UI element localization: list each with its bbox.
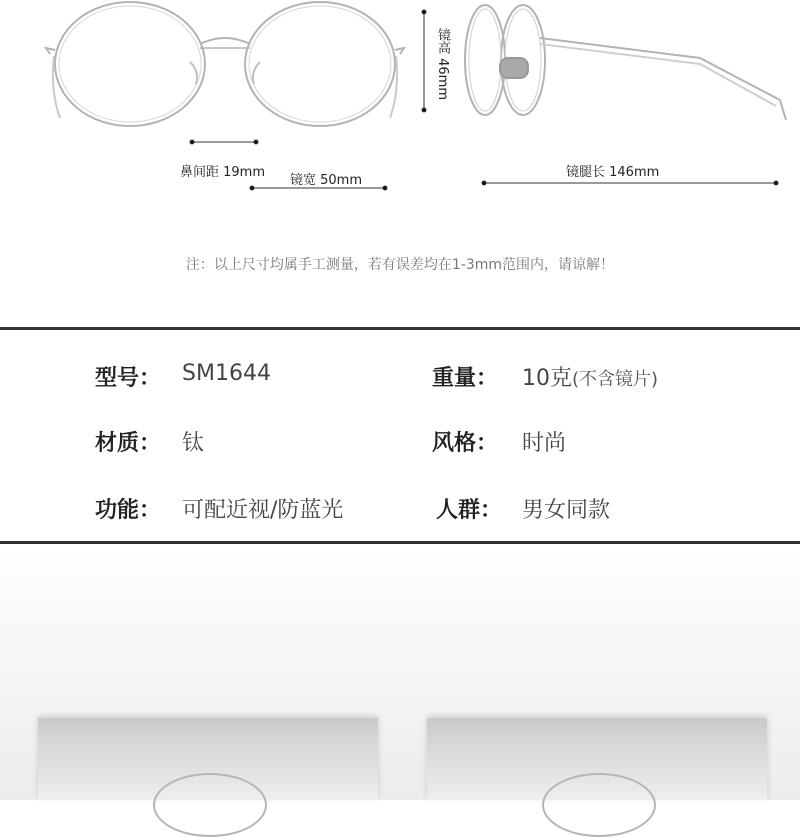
model-label: 型号： <box>95 366 162 391</box>
dimension-lines <box>190 10 778 190</box>
audience-value: 男女同款 <box>522 498 611 523</box>
audience-label: 人群： <box>436 498 503 523</box>
weight-label: 重量： <box>432 366 499 391</box>
style-label: 风格： <box>432 431 499 456</box>
lens-width-label: 镜宽 50mm <box>290 173 363 188</box>
model-value: SM1644 <box>182 361 271 386</box>
lens-reflection-left <box>153 773 267 837</box>
glasses-front-view <box>46 2 404 126</box>
function-label: 功能： <box>95 498 162 523</box>
function-value: 可配近视/防蓝光 <box>182 498 344 523</box>
measurement-note: 注：以上尺寸均属手工测量，若有误差均在1-3mm范围内，请谅解！ <box>185 257 615 273</box>
weight-note: (不含镜片) <box>572 369 659 390</box>
material-label: 材质： <box>95 431 162 456</box>
glasses-illustration <box>0 0 800 240</box>
spec-top-border <box>0 327 800 330</box>
lens-height-label: 镜高 46mm <box>435 28 450 101</box>
lens-reflection-right <box>542 773 656 837</box>
product-photo <box>0 545 800 800</box>
temple-length-label: 镜腿长 146mm <box>566 165 660 180</box>
weight-number: 10克 <box>522 366 572 391</box>
photo-panel-left <box>38 718 378 800</box>
glasses-side-view <box>465 5 786 120</box>
style-value: 时尚 <box>522 431 567 456</box>
spec-bottom-border <box>0 541 800 544</box>
material-value: 钛 <box>182 431 205 456</box>
weight-value <box>522 361 658 392</box>
glasses-diagram <box>0 0 800 240</box>
nose-distance-label: 鼻间距 19mm <box>180 165 266 180</box>
photo-panel-right <box>427 718 767 800</box>
